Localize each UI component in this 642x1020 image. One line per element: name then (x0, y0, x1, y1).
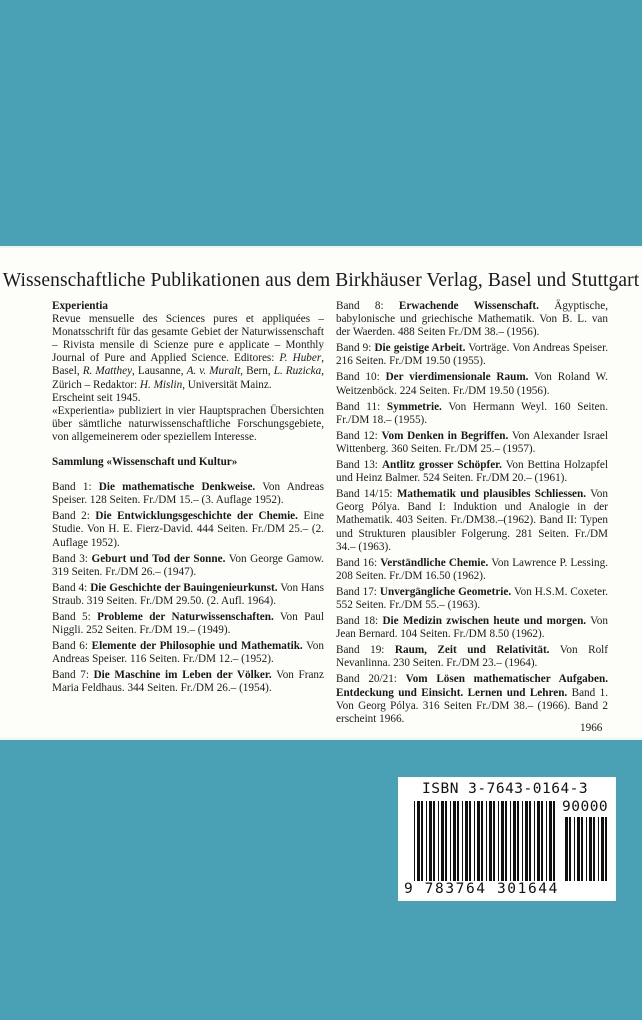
band-title: Elemente der Philosophie und Mathematik. (91, 640, 303, 653)
editor-3-name: A. v. Muralt (186, 365, 241, 378)
band-number: Band 10: (336, 371, 380, 384)
editor-4-place: , Zürich – Redaktor: (52, 365, 325, 391)
band-details: Von Bettina Holzapfel und Heinz Balmer. 524 Seiten. Fr./DM 20.– (1961). (336, 459, 608, 485)
barcode-bar (601, 817, 604, 881)
series-entry (336, 300, 608, 339)
band-number: Band 3: (52, 552, 88, 565)
barcode-label (398, 777, 616, 901)
barcode-bar (477, 801, 480, 881)
barcode-bar (517, 801, 519, 881)
series-entry (52, 553, 324, 579)
band-title: Die Geschichte der Bauingenieurkunst. (90, 581, 278, 594)
panel-heading: Wissenschaftliche Publikationen aus dem Birkhäuser Verlag, Basel und Stuttgart (2, 270, 640, 291)
barcode-bar (498, 801, 499, 881)
series-entry (52, 640, 324, 666)
barcode-bar (486, 801, 487, 881)
barcode-bar (441, 801, 444, 881)
barcode-bar (549, 801, 552, 881)
band-details: Von Georg Pólya. Band I: Induktion und Analogie in der Mathematik. 403 Seiten. Fr./DM38.–(1962). Band II: Typen und Strukturen plausibler Folgerung. 281 Seiten. Fr./DM 34.– (1963). (336, 488, 608, 553)
barcode-bar (414, 801, 415, 881)
barcode-bar (453, 801, 456, 881)
addon-code: 90000 (562, 799, 609, 815)
editor-3-place: , Bern, (240, 365, 271, 378)
band-number: Band 12: (336, 429, 378, 442)
publication-year: 1966 (580, 722, 603, 734)
band-title: Die Maschine im Leben der Völker. (93, 669, 272, 682)
barcode-bar (546, 801, 547, 881)
series-entry (336, 586, 608, 612)
band-title: Probleme der Naturwissenschaften. (97, 610, 274, 623)
barcode-bar (598, 817, 599, 881)
experientia-about: «Experientia» publiziert in vier Hauptsprachen Übersichten über sämtliche naturwissenschaftliche Forschungsgebiete, von allgemeinerem oder speziellem Interesse. (52, 404, 324, 443)
series-entry (336, 673, 608, 725)
publication-panel (0, 246, 642, 740)
band-title: Antlitz grosser Schöpfer. (381, 459, 502, 472)
band-title: Mathematik und plausibles Schliessen. (396, 488, 587, 501)
redaktor-name: H. Mislin (139, 378, 183, 391)
band-number: Band 13: (336, 459, 378, 472)
band-details: Von Franz Maria Feldhaus. 344 Seiten. Fr./DM 26.– (1954). (52, 669, 324, 695)
series-entry (336, 401, 608, 427)
band-number: Band 16: (336, 556, 378, 569)
isbn-text: ISBN 3-7643-0164-3 (422, 781, 589, 797)
barcode-bar (574, 817, 575, 881)
barcode-bar (534, 801, 535, 881)
band-number: Band 20/21: (336, 673, 397, 686)
addon-barcode (565, 817, 609, 881)
band-title: Raum, Zeit und Relativität. (394, 644, 550, 657)
band-number: Band 5: (52, 610, 91, 623)
barcode-bar (605, 817, 607, 881)
band-number: Band 8: (336, 300, 384, 312)
barcode-bar (505, 801, 507, 881)
barcode-bar (581, 817, 583, 881)
barcode-bar (529, 801, 531, 881)
series-entry (336, 342, 608, 368)
band-number: Band 1: (52, 481, 92, 494)
band-details: Von Hans Straub. 319 Seiten. Fr./DM 29.50. (2. Aufl. 1964). (52, 581, 324, 607)
barcode-bar (541, 801, 543, 881)
band-details: Von Hermann Weyl. 160 Seiten. Fr./DM 18.– (1955). (336, 400, 608, 426)
barcode-bar (426, 801, 427, 881)
band-title: Geburt und Tod der Sonne. (91, 552, 226, 565)
barcode-bar (513, 801, 516, 881)
band-title: Verständliche Chemie. (380, 556, 489, 569)
band-number: Band 2: (52, 510, 90, 523)
series-entry (52, 582, 324, 608)
redaktor-place: , Universität Mainz. (182, 378, 272, 391)
band-details: Von Roland W. Weitzenböck. 224 Seiten. Fr./DM 19.50 (1956). (336, 371, 608, 397)
band-number: Band 7: (52, 669, 89, 682)
band-details: Eine Studie. Von H. E. Fierz-David. 444 Seiten. Fr./DM 25.– (2. Auflage 1952). (52, 510, 325, 549)
band-details: Von Rolf Nevanlinna. 230 Seiten. Fr./DM 23.– (1964). (336, 644, 608, 670)
band-number: Band 4: (52, 581, 88, 594)
barcode-bar (489, 801, 492, 881)
editor-2-name: R. Matthey (82, 365, 133, 378)
series-entry (336, 644, 608, 670)
ean-barcode (414, 801, 556, 881)
ean-number: 9 783764 301644 (404, 881, 559, 897)
editor-4-name: L. Ruzicka (273, 365, 322, 378)
barcode-bar (522, 801, 523, 881)
barcode-bar (445, 801, 447, 881)
editor-1-place: , Basel, (52, 352, 325, 378)
barcode-bar (421, 801, 423, 881)
experientia-description (52, 313, 324, 392)
band-number: Band 9: (336, 342, 372, 355)
band-title: Der vierdimensionale Raum. (385, 371, 529, 384)
band-details: Von Jean Bernard. 104 Seiten. Fr./DM 8.50 (1962). (336, 615, 608, 641)
band-title: Die mathematische Denkweise. (98, 481, 256, 494)
left-column (52, 300, 324, 699)
barcode-bar (450, 801, 451, 881)
band-number: Band 17: (336, 585, 377, 598)
right-column (336, 300, 608, 729)
experientia-since: Erscheint seit 1945. (52, 391, 141, 404)
band-title: Die geistige Arbeit. (374, 342, 466, 355)
band-number: Band 6: (52, 640, 88, 653)
band-number: Band 18: (336, 615, 379, 628)
left-series-list (52, 481, 324, 695)
band-title: Die Entwicklungsgeschichte der Chemie. (95, 510, 298, 523)
series-entry (336, 488, 608, 553)
series-entry (336, 371, 608, 397)
barcode-bar (569, 817, 571, 881)
band-number: Band 14/15: (336, 488, 393, 501)
band-title: Vom Denken in Begriffen. (381, 429, 509, 442)
band-title: Die Medizin zwischen heute und morgen. (382, 615, 587, 628)
barcode-bar (589, 817, 592, 881)
series-entry (52, 481, 324, 507)
band-details: Von Andreas Speiser. 128 Seiten. Fr./DM 15.– (3. Auflage 1952). (52, 481, 324, 507)
band-details: Von Alexander Israel Wittenberg. 360 Seiten. Fr./DM 25.– (1957). (336, 429, 608, 455)
series-entry (336, 615, 608, 641)
band-title: Symmetrie. (386, 400, 442, 413)
editor-1-name: P. Huber (279, 352, 322, 365)
band-title: Unvergängliche Geometrie. (379, 585, 512, 598)
band-details: Vorträge. Von Andreas Speiser. 216 Seiten. Fr./DM 19.50 (1955). (336, 342, 608, 368)
barcode-bar (501, 801, 504, 881)
sammlung-title: Sammlung «Wissenschaft und Kultur» (52, 456, 238, 469)
band-number: Band 11: (336, 400, 381, 413)
band-title: Vom Lösen mathematischer Aufgaben. Entdeckung und Einsicht. Lernen und Lehren. (336, 673, 608, 699)
barcode-bar (433, 801, 435, 881)
band-title: Erwachende Wissenschaft. (398, 300, 539, 312)
band-details: Von Lawrence P. Lessing. 208 Seiten. Fr./DM 16.50 (1962). (336, 556, 608, 582)
barcode-bar (525, 801, 528, 881)
band-details: Ägyptische, babylonische und griechische Mathematik. Von B. L. van der Waerden. 488 Seiten Fr./DM 38.– (1956). (336, 300, 608, 339)
band-number: Band 19: (336, 644, 385, 657)
barcode-bar (493, 801, 495, 881)
series-entry (52, 669, 324, 695)
series-entry (336, 459, 608, 485)
barcode-bar (465, 801, 468, 881)
barcode-bar (537, 801, 540, 881)
experientia-title: Experientia (52, 300, 108, 312)
barcode-bar (417, 801, 420, 881)
barcode-bar (474, 801, 475, 881)
barcode-bar (481, 801, 483, 881)
barcode-bar (510, 801, 511, 881)
editors-label: Editores: (234, 352, 275, 365)
description-text: Revue mensuelle des Sciences pures et appliquées – Monatsschrift für das gesamte Gebiet der Naturwissenschaft – Rivista mensile di Scienze pure e applicate – Monthly Journal of Pure and Applied Science. (52, 313, 324, 365)
series-entry (336, 430, 608, 456)
barcode-bar (553, 801, 555, 881)
barcode-bar (593, 817, 595, 881)
band-details: Von Paul Niggli. 252 Seiten. Fr./DM 19.– (1949). (52, 610, 324, 637)
barcode-bar (457, 801, 459, 881)
right-series-list (336, 300, 608, 726)
series-entry (336, 557, 608, 583)
barcode-bar (577, 817, 580, 881)
editor-2-place: , Lausanne, (132, 365, 184, 378)
barcode-bar (469, 801, 471, 881)
band-details: Von H.S.M. Coxeter. 552 Seiten. Fr./DM 55.– (1963). (336, 585, 608, 611)
barcode-bar (429, 801, 432, 881)
barcode-bar (462, 801, 463, 881)
barcode-bar (586, 817, 587, 881)
band-details: Band 1. Von Georg Pólya. 316 Seiten Fr./DM 38.– (1966). Band 2 erscheint 1966. (336, 686, 608, 725)
series-entry (52, 611, 324, 637)
series-entry (52, 510, 324, 549)
barcode-bar (438, 801, 439, 881)
barcode-bar (565, 817, 568, 881)
band-details: Von George Gamow. 319 Seiten. Fr./DM 26.– (1947). (52, 552, 324, 578)
band-details: Von Andreas Speiser. 116 Seiten. Fr./DM 12.– (1952). (52, 640, 324, 666)
